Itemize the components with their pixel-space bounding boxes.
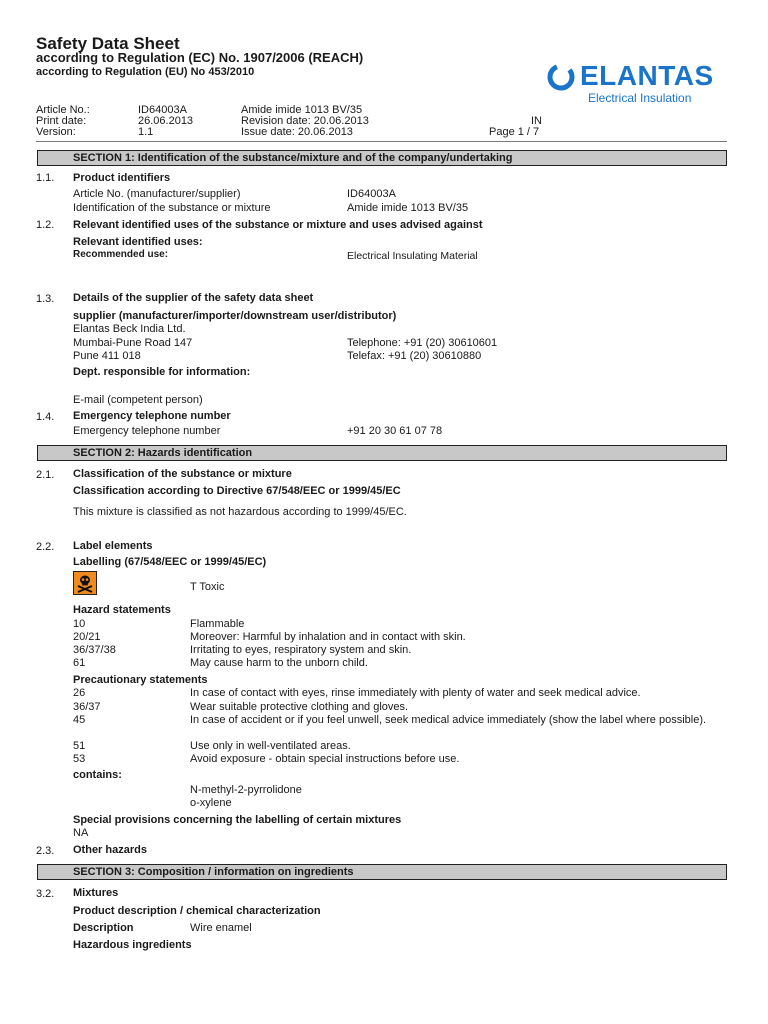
elantas-logo-icon	[546, 62, 576, 92]
special-provisions-heading: Special provisions concerning the labelling of certain mixtures	[73, 814, 402, 826]
document-subtitle-eu: according to Regulation (EU) No 453/2010	[36, 66, 255, 78]
hazardous-ingredients-heading: Hazardous ingredients	[73, 939, 192, 951]
hazard-statements-heading: Hazard statements	[73, 604, 171, 616]
company-name: Elantas Beck India Ltd.	[73, 323, 186, 335]
item-number-2-3: 2.3.	[36, 845, 55, 857]
meta-print-value: 26.06.2013	[138, 115, 194, 127]
item-number-2-2: 2.2.	[36, 541, 55, 553]
company-street: Mumbai-Pune Road 147	[73, 337, 193, 349]
description-label: Description	[73, 922, 134, 934]
article-no-label: Article No. (manufacturer/supplier)	[73, 188, 241, 200]
contained-substance: o-xylene	[190, 797, 232, 809]
relevant-uses-label: Relevant identified uses:	[73, 236, 203, 248]
precaution-text: In case of accident or if you feel unwell, seek medical advice immediately (show the label where possible).	[190, 714, 707, 726]
heading-mixtures: Mixtures	[73, 887, 119, 899]
heading-relevant-uses: Relevant identified uses of the substance or mixture and uses advised against	[73, 219, 483, 231]
labelling-heading: Labelling (67/548/EEC or 1999/45/EC)	[73, 556, 267, 568]
company-logo-text: ELANTAS	[580, 60, 714, 91]
company-telefax: Telefax: +91 (20) 30610880	[347, 350, 482, 362]
special-provisions-value: NA	[73, 827, 89, 839]
heading-product-identifiers: Product identifiers	[73, 172, 171, 184]
skull-crossbones-icon	[73, 571, 97, 595]
meta-page-number: Page 1 / 7	[489, 126, 540, 138]
company-logo-subtitle: Electrical Insulation	[588, 91, 692, 105]
precaution-code: 45	[73, 714, 86, 726]
header-divider	[36, 141, 727, 142]
recommended-use-value: Electrical Insulating Material	[347, 250, 478, 262]
dept-responsible-label: Dept. responsible for information:	[73, 366, 251, 378]
item-number-1-3: 1.3.	[36, 293, 55, 305]
precaution-text: In case of contact with eyes, rinse immediately with plenty of water and seek medical advice.	[190, 687, 641, 699]
meta-version-value: 1.1	[138, 126, 154, 138]
hazard-code: 61	[73, 657, 86, 669]
precaution-code: 36/37	[73, 701, 101, 713]
hazard-text: Moreover: Harmful by inhalation and in contact with skin.	[190, 631, 466, 643]
item-number-3-2: 3.2.	[36, 888, 55, 900]
supplier-label: supplier (manufacturer/importer/downstream user/distributor)	[73, 310, 397, 322]
company-telephone: Telephone: +91 (20) 30610601	[347, 337, 498, 349]
precaution-code: 26	[73, 687, 86, 699]
precautionary-statements-heading: Precautionary statements	[73, 674, 208, 686]
hazard-text: Irritating to eyes, respiratory system and skin.	[190, 644, 412, 656]
product-description-heading: Product description / chemical characterization	[73, 905, 321, 917]
recommended-use-label: Recommended use:	[73, 249, 169, 260]
precaution-text: Avoid exposure - obtain special instructions before use.	[190, 753, 460, 765]
item-number-1-2: 1.2.	[36, 219, 55, 231]
precaution-code: 51	[73, 740, 86, 752]
classification-directive-heading: Classification according to Directive 67/548/EEC or 1999/45/EC	[73, 485, 401, 497]
identification-value: Amide imide 1013 BV/35	[347, 202, 469, 214]
meta-country: IN	[531, 115, 542, 127]
meta-article-value: ID64003A	[138, 104, 187, 116]
section-3-heading: SECTION 3: Composition / information on ingredients	[73, 866, 354, 878]
meta-article-label: Article No.:	[36, 104, 90, 116]
company-city: Pune 411 018	[73, 350, 141, 362]
meta-product-name: Amide imide 1013 BV/35	[241, 104, 363, 116]
meta-print-label: Print date:	[36, 115, 87, 127]
contains-label: contains:	[73, 769, 122, 781]
precaution-text: Wear suitable protective clothing and gloves.	[190, 701, 409, 713]
heading-supplier-details: Details of the supplier of the safety data sheet	[73, 292, 314, 304]
hazard-symbol-text: T Toxic	[190, 581, 225, 593]
hazard-code: 10	[73, 618, 86, 630]
article-no-value: ID64003A	[347, 188, 396, 200]
emergency-telephone-value: +91 20 30 61 07 78	[347, 425, 443, 437]
heading-emergency-telephone: Emergency telephone number	[73, 410, 231, 422]
classification-text: This mixture is classified as not hazardous according to 1999/45/EC.	[73, 506, 407, 518]
heading-other-hazards: Other hazards	[73, 844, 147, 856]
document-subtitle-reach: according to Regulation (EC) No. 1907/2006 (REACH)	[36, 50, 364, 65]
precaution-text: Use only in well-ventilated areas.	[190, 740, 351, 752]
item-number-2-1: 2.1.	[36, 469, 55, 481]
precaution-code: 53	[73, 753, 86, 765]
item-number-1-4: 1.4.	[36, 411, 55, 423]
section-3-heading-bar	[37, 864, 727, 880]
item-number-1-1: 1.1.	[36, 172, 55, 184]
description-value: Wire enamel	[190, 922, 252, 934]
heading-classification: Classification of the substance or mixture	[73, 468, 292, 480]
email-competent-person: E-mail (competent person)	[73, 394, 203, 406]
hazard-code: 36/37/38	[73, 644, 116, 656]
section-1-heading-bar	[37, 150, 727, 166]
section-2-heading-bar	[37, 445, 727, 461]
document-title: Safety Data Sheet	[36, 34, 180, 53]
hazard-text: Flammable	[190, 618, 245, 630]
hazard-text: May cause harm to the unborn child.	[190, 657, 368, 669]
contained-substance: N-methyl-2-pyrrolidone	[190, 784, 302, 796]
section-2-heading: SECTION 2: Hazards identification	[73, 447, 253, 459]
meta-version-label: Version:	[36, 126, 76, 138]
heading-label-elements: Label elements	[73, 540, 153, 552]
meta-revision-date: Revision date: 20.06.2013	[241, 115, 369, 127]
hazard-code: 20/21	[73, 631, 101, 643]
identification-label: Identification of the substance or mixture	[73, 202, 271, 214]
emergency-telephone-label: Emergency telephone number	[73, 425, 221, 437]
meta-issue-date: Issue date: 20.06.2013	[241, 126, 353, 138]
section-1-heading: SECTION 1: Identification of the substance/mixture and of the company/undertaking	[73, 152, 513, 164]
